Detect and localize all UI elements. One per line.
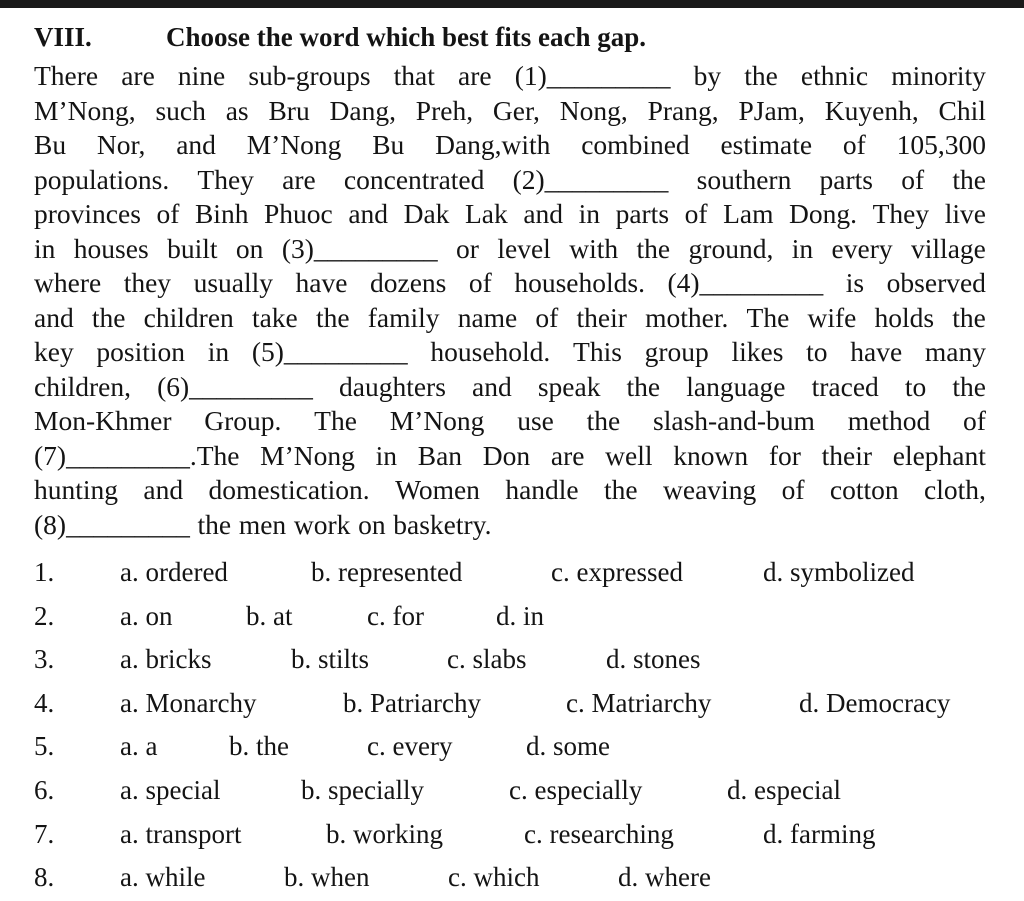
passage-word: slash-and-bum [653,405,815,436]
passage-line [34,370,986,405]
answer-option[interactable]: d. symbolized [763,557,915,587]
passage-word: have [295,267,348,298]
passage-word: the [604,474,638,505]
answer-option[interactable]: a. Monarchy [120,687,257,718]
passage-word: traced [811,370,879,402]
gap-blank: (8)_________ [34,508,190,540]
question-number: 3. [34,644,55,675]
passage-word: live [944,198,986,229]
passage-word: Binh [194,198,249,229]
passage-word: of [535,301,559,333]
gap-blank: (7)_________.The [34,439,240,471]
passage-line [34,232,986,267]
passage-word: holds [874,301,935,333]
passage-word: southern [696,163,792,195]
passage-word: ground, [688,232,774,264]
passage-word: and [176,129,216,160]
passage-word: likes [731,336,784,367]
passage-word: in [207,336,230,367]
passage-word: Phuoc [264,198,333,229]
passage-word: combined [581,129,690,160]
passage-word: the [744,60,778,91]
answer-option[interactable]: a. on [120,600,173,631]
passage-word: of [781,474,805,505]
answer-option[interactable]: c. every [367,731,453,762]
passage-word: The [314,405,357,436]
passage-word: Mon-Khmer [34,405,172,436]
passage-word: daughters [339,370,446,402]
passage-word: elephant [892,439,986,471]
passage-line [34,94,986,129]
passage-word: every [831,232,893,264]
answer-option[interactable]: b. Patriarchy [343,687,481,718]
passage-word: parts [615,198,670,229]
passage-word: Prang, [647,94,719,126]
passage-word: PJam, [738,94,805,126]
passage-word: name [457,301,518,333]
passage-word: is [845,267,865,298]
passage-word: known [673,439,749,471]
passage-word: group [644,336,709,367]
passage-word: weaving [663,474,757,505]
passage-line [34,266,986,301]
passage-line [34,508,986,543]
passage-word: observed [886,267,986,298]
answer-option[interactable]: a. special [120,774,221,805]
passage-word: mother. [645,301,729,333]
passage-word: key [34,336,74,367]
passage-word: minority [891,60,986,91]
passage-word: use [517,405,554,436]
passage-word: nine [177,60,226,91]
passage-word: language [686,370,786,402]
passage-word: have [850,336,903,367]
passage-word: ethnic [800,60,869,91]
passage-line [34,473,986,508]
passage-word: the [952,163,986,195]
passage-word: Nor, [96,129,146,160]
passage-word: are [550,439,585,471]
passage-word: in [578,198,600,229]
passage-word: There [34,60,99,91]
passage-word: to [904,370,927,402]
passage-word: Dang, [329,94,396,126]
passage-word: Bu [372,129,405,160]
gap-blank: (5)_________ [251,336,408,367]
question-number: 4. [34,687,55,718]
question-number: 5. [34,731,55,762]
passage-word: on [235,232,264,264]
passage-word: Dak [403,198,450,229]
passage-word: populations. [34,163,170,195]
passage-word: the [952,301,986,333]
passage-word: provinces [34,198,141,229]
passage-word: This [573,336,622,367]
passage-word: handle [505,474,579,505]
answer-option[interactable]: a. while [120,862,206,893]
passage-word: parts [819,163,874,195]
passage-word: Bu [34,129,67,160]
passage-word: and [472,370,512,402]
passage-word: of [842,129,866,160]
answer-option[interactable]: b. stilts [291,644,370,675]
gap-blank: (1)_________ [514,60,671,91]
passage-word: Dong. [789,198,858,229]
passage-word: Women [395,474,480,505]
passage-word: in [375,439,398,471]
passage-word: Lam [723,198,774,229]
answer-option[interactable]: c. for [367,600,424,631]
passage-word: are [121,60,155,91]
passage-word: estimate [720,129,813,160]
passage-word: The [746,301,790,333]
answer-option[interactable]: d. especial [727,774,841,805]
passage-word: the [626,370,661,402]
passage-word: as [225,94,249,126]
passage-word: many [924,336,986,367]
passage-word: they [123,267,172,298]
question-number: 7. [34,818,55,849]
gap-blank: (3)_________ [281,232,438,264]
answer-option[interactable]: a. a [120,731,158,762]
passage-word: Dang,with [435,129,551,160]
passage-line [34,335,986,370]
passage-word: or [456,232,479,264]
reading-passage [34,59,986,542]
passage-word: Don [482,439,531,471]
answer-option[interactable]: b. when [284,862,370,893]
passage-word: for [768,439,801,471]
passage-word: the [952,370,986,402]
passage-word: and [348,198,389,229]
passage-word: their [821,439,873,471]
passage-line [34,404,986,439]
answer-option[interactable]: d. where [618,862,711,893]
passage-word: of [901,163,925,195]
passage-word: Bru [268,94,310,126]
passage-word: sub-groups [248,60,371,91]
passage-word: work [293,508,351,540]
passage-word: their [576,301,627,333]
passage-word: Kuyenh, [824,94,919,126]
passage-word: concentrated [343,163,485,195]
answer-option[interactable]: c. Matriarchy [566,687,712,718]
passage-word: domestication. [208,474,370,505]
passage-word: the [586,405,621,436]
passage-word: of [468,267,492,298]
passage-line [34,163,986,198]
passage-word: Preh, [415,94,474,126]
passage-word: They [197,163,254,195]
passage-word: household. [430,336,551,367]
passage-word: and [34,301,74,333]
passage-word: to [806,336,828,367]
answer-option[interactable]: a. bricks [120,644,212,675]
passage-word: and [143,474,184,505]
passage-line [34,59,986,94]
passage-word: usually [193,267,274,298]
answer-option[interactable]: a. transport [120,818,242,849]
passage-word: are [282,163,316,195]
answer-option[interactable]: c. which [448,862,540,893]
passage-word: and [523,198,564,229]
passage-word: with [569,232,619,264]
answer-option[interactable]: b. working [326,818,443,849]
top-border [0,0,1024,8]
passage-line [34,439,986,474]
passage-word: Chil [938,94,986,126]
answer-option[interactable]: d. in [496,600,545,631]
answer-option[interactable]: b. the [229,731,289,762]
passage-word: on [358,508,386,540]
passage-word: children [143,301,234,333]
passage-word: speak [537,370,601,402]
passage-word: such [155,94,206,126]
passage-word: wife [807,301,857,333]
answer-option[interactable]: c. expressed [551,557,683,587]
answer-option[interactable]: d. farming [763,818,876,849]
gap-blank: (2)_________ [512,163,669,195]
passage-word: that [393,60,435,91]
passage-word: village [911,232,986,264]
passage-word: the [91,301,126,333]
answer-option[interactable]: c. especially [509,774,643,805]
passage-word: well [605,439,653,471]
answer-option[interactable]: a. ordered [120,557,228,587]
passage-word: in [791,232,814,264]
passage-word: 105,300 [896,129,986,160]
passage-word: family [367,301,440,333]
passage-word: dozens [369,267,447,298]
answer-option[interactable]: d. some [526,731,610,762]
gap-blank: (6)_________ [157,370,313,402]
passage-word: take [251,301,298,333]
passage-word: Ger, [492,94,540,126]
passage-line [34,197,986,232]
exercise-number: VIII. [34,22,92,52]
passage-word: basketry. [393,508,492,540]
passage-word: households. [514,267,645,298]
answer-option[interactable]: b. specially [301,774,424,805]
exercise-header [34,22,646,53]
answer-option[interactable]: b. represented [311,557,463,587]
passage-word: are [458,60,492,91]
passage-word: men [238,508,287,540]
passage-word: built [167,232,218,264]
exercise-title: Choose the word which best fits each gap. [166,22,647,52]
passage-word: Ban [417,439,463,471]
passage-word: position [96,336,186,367]
passage-word: M’Nong, [34,94,136,126]
passage-word: of [962,405,986,436]
passage-word: the [197,508,232,540]
passage-word: cloth, [924,474,986,505]
passage-word: They [872,198,930,229]
answer-option[interactable]: b. at [246,600,293,631]
passage-word: by [693,60,722,91]
passage-word: cotton [829,474,899,505]
passage-word: M’Nong [260,439,355,471]
passage-word: hunting [34,474,119,505]
gap-blank: (4)_________ [667,267,824,298]
passage-word: houses [73,232,149,264]
passage-word: in [34,232,56,264]
passage-word: method [847,405,931,436]
passage-word: children, [34,370,131,402]
answer-option[interactable]: d. Democracy [799,687,951,718]
passage-word: where [34,267,102,298]
passage-word: Nong, [559,94,628,126]
answer-option[interactable]: c. slabs [447,644,527,675]
passage-word: the [315,301,350,333]
passage-line [34,128,986,163]
passage-word: M’Nong [246,129,342,160]
passage-word: Group. [204,405,282,436]
passage-word: of [684,198,708,229]
answer-option[interactable]: c. researching [524,818,674,849]
question-number: 2. [34,600,55,631]
question-number: 1. [34,557,55,587]
passage-word: level [497,232,551,264]
question-number: 6. [34,774,55,805]
passage-word: Lak [465,198,508,229]
passage-word: of [156,198,180,229]
passage-word: the [636,232,671,264]
passage-line [34,301,986,336]
passage-word: M’Nong [389,405,485,436]
question-number: 8. [34,862,55,893]
answer-option[interactable]: d. stones [606,644,701,675]
